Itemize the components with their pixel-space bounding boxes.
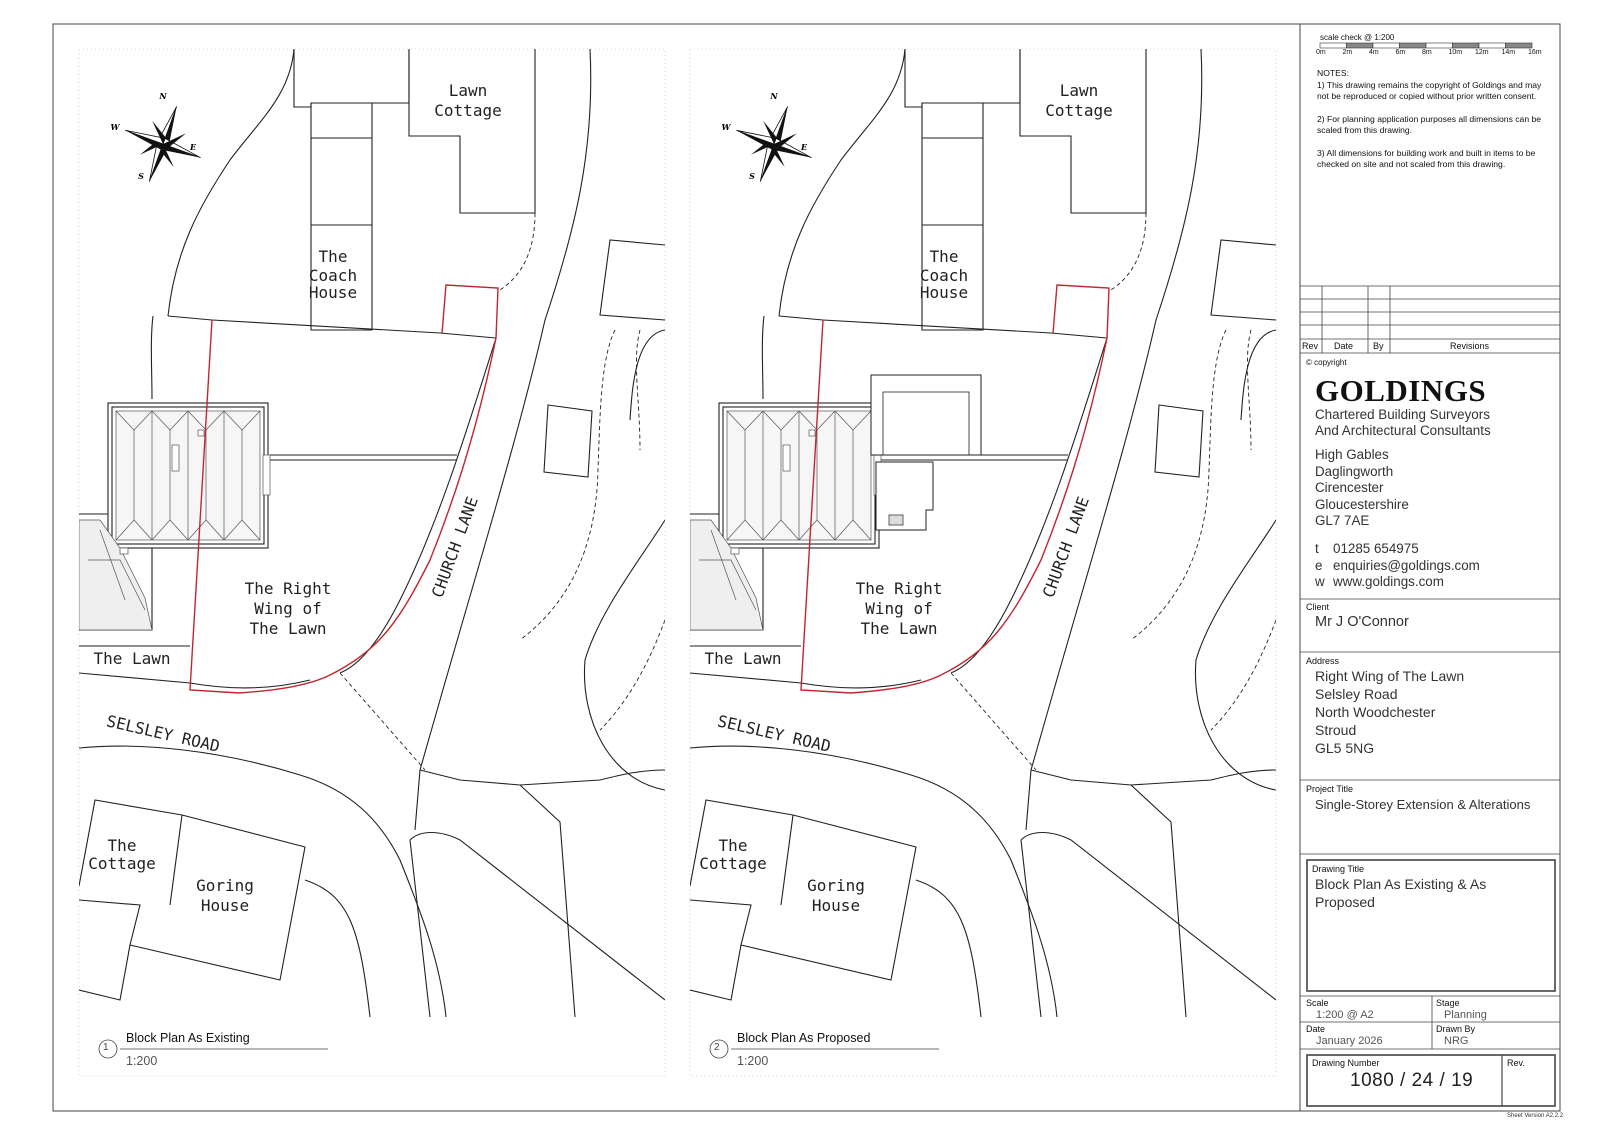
scale-bar-segment — [1453, 43, 1480, 48]
lawn-cottage-label: Cottage — [434, 101, 502, 120]
company-address-line: Daglingworth — [1315, 463, 1394, 479]
compass-east-label: E — [800, 142, 808, 152]
north-arrow-1 — [111, 91, 215, 195]
compass-east-label: E — [189, 142, 197, 152]
site-address-line: Stroud — [1315, 722, 1357, 738]
compass-north-label: N — [159, 91, 167, 101]
scale-bar-segment — [1426, 43, 1453, 48]
scale-bar-tick-label: 6m — [1395, 49, 1406, 56]
lawn-cottage-label: Lawn — [448, 81, 488, 100]
copyright: © copyright — [1306, 358, 1347, 367]
drawn-by-value: NRG — [1444, 1035, 1469, 1047]
drawing-number-value: 1080 / 24 / 19 — [1350, 1070, 1474, 1091]
project-title-value: Single-Storey Extension & Alterations — [1315, 797, 1531, 812]
the-cottage-label: The — [107, 836, 137, 855]
right-wing-label: The Right — [244, 579, 332, 598]
company-address-line: GL7 7AE — [1315, 513, 1370, 528]
church-lane-label: CHURCH LANE — [427, 494, 482, 601]
coach-house-label: House — [919, 283, 969, 302]
scale-label: Scale — [1306, 998, 1329, 1008]
scale-bar-tick-label: 12m — [1475, 49, 1489, 56]
scale-bar-tick-label: 0m — [1316, 49, 1326, 56]
the-cottage-label: Cottage — [88, 854, 156, 873]
the-lawn-label: The Lawn — [704, 649, 782, 668]
scale-bar-tick-label: 8m — [1422, 49, 1432, 56]
scale-bar-tick-label: 4m — [1369, 49, 1379, 56]
scale-bar-tick-label: 2m — [1342, 49, 1353, 56]
date-col-header: Date — [1334, 341, 1354, 351]
site-address-line: Selsley Road — [1315, 686, 1398, 702]
coach-house-label: Coach — [308, 266, 358, 285]
notes-heading: NOTES: — [1317, 68, 1349, 78]
church-lane-label: CHURCH LANE — [1038, 494, 1093, 601]
lawn-cottage-label: Lawn — [1059, 81, 1099, 100]
drawing-number-label: Drawing Number — [1312, 1058, 1380, 1068]
plan-2-title: Block Plan As Proposed — [737, 1031, 871, 1045]
coach-house-label: The — [318, 247, 348, 266]
selsley-road-label: SELSLEY ROAD — [104, 711, 222, 756]
client-value: Mr J O'Connor — [1315, 614, 1409, 630]
revisions-col-header: Revisions — [1450, 341, 1490, 351]
scale-bar-segment — [1479, 43, 1506, 48]
scale-value: 1:200 @ A2 — [1316, 1009, 1374, 1021]
north-arrow-2 — [722, 91, 826, 195]
date-value: January 2026 — [1316, 1035, 1383, 1047]
note-2: 2) For planning application purposes all dimensions can be scaled from this drawing. — [1317, 113, 1542, 135]
stage-label: Stage — [1436, 998, 1460, 1008]
scale-bar-segment — [1506, 43, 1533, 48]
site-address-line: GL5 5NG — [1315, 740, 1375, 756]
goring-house-label: House — [811, 896, 861, 915]
notes — [1317, 68, 1549, 182]
compass-rose-icon — [112, 93, 215, 196]
site-address-line: North Woodchester — [1315, 704, 1436, 720]
right-wing-label: The Lawn — [860, 619, 938, 638]
plan-1-scale: 1:200 — [126, 1054, 158, 1068]
scale-bar-tick-label: 16m — [1528, 49, 1542, 56]
phone-key: t — [1315, 541, 1319, 556]
goring-house-label: House — [200, 896, 250, 915]
drawn-by-label: Drawn By — [1436, 1024, 1476, 1034]
client-label: Client — [1306, 602, 1330, 612]
web-key: w — [1315, 574, 1325, 589]
coach-house-label: Coach — [919, 266, 969, 285]
goring-house-label: Goring — [196, 876, 254, 895]
site-address-line: Right Wing of The Lawn — [1315, 668, 1465, 684]
coach-house-label: The — [929, 247, 959, 266]
company-address-line: Cirencester — [1315, 480, 1384, 495]
coach-house-label: House — [308, 283, 358, 302]
drawing-title-label: Drawing Title — [1312, 864, 1365, 874]
the-cottage-label: The — [718, 836, 748, 855]
revision-label: Rev. — [1507, 1058, 1525, 1068]
scale-bar-segment — [1373, 43, 1400, 48]
company-address — [1315, 447, 1409, 530]
web-value: www.goldings.com — [1333, 574, 1444, 589]
drawing-title-line-2: Proposed — [1315, 894, 1375, 910]
scale-bar-segment — [1347, 43, 1374, 48]
right-wing-label: The Lawn — [249, 619, 327, 638]
block-plan-proposed — [690, 49, 1276, 1017]
block-plan-existing — [79, 49, 665, 1017]
stage-value: Planning — [1444, 1009, 1487, 1021]
phone-value: 01285 654975 — [1333, 541, 1419, 556]
scale-bar-segment — [1400, 43, 1427, 48]
scale-bar-tick-label: 10m — [1448, 49, 1463, 56]
the-cottage-label: Cottage — [699, 854, 767, 873]
compass-south-label: S — [749, 171, 755, 181]
compass-west-label: W — [721, 122, 731, 132]
plan-1-title: Block Plan As Existing — [126, 1031, 250, 1045]
date-label: Date — [1306, 1024, 1326, 1034]
lawn-cottage-label: Cottage — [1045, 101, 1113, 120]
scale-bar-title: scale check @ 1:200 — [1320, 33, 1395, 42]
note-1: 1) This drawing remains the copyright of Goldings and may not be reproduced or copied without prior written consent. — [1317, 79, 1542, 101]
company-tagline-2: And Architectural Consultants — [1315, 423, 1491, 438]
email-value: enquiries@goldings.com — [1333, 557, 1480, 573]
compass-south-label: S — [138, 171, 144, 181]
company-contacts — [1315, 541, 1480, 591]
rev-col-header: Rev — [1302, 341, 1319, 351]
compass-north-label: N — [770, 91, 778, 101]
by-col-header: By — [1373, 341, 1384, 351]
plan-2-scale: 1:200 — [737, 1054, 769, 1068]
goring-house-label: Goring — [807, 876, 865, 895]
right-wing-label: The Right — [855, 579, 943, 598]
the-lawn-label: The Lawn — [93, 649, 171, 668]
note-3: 3) All dimensions for building work and built in items to be checked on site and not scaled from this drawing. — [1317, 147, 1536, 169]
plan-1-number: 1 — [103, 1042, 109, 1053]
right-wing-label: Wing of — [254, 599, 322, 618]
scale-bar-tick-label: 14m — [1501, 49, 1516, 56]
email-key: e — [1315, 557, 1323, 573]
right-wing-label: Wing of — [865, 599, 933, 618]
company-logo: GOLDINGS — [1315, 373, 1487, 408]
selsley-road-label: SELSLEY ROAD — [715, 711, 833, 756]
plan-2-number: 2 — [714, 1042, 720, 1053]
scale-bar-segment — [1320, 43, 1347, 48]
compass-west-label: W — [110, 122, 120, 132]
compass-rose-icon — [723, 93, 826, 196]
company-address-line: High Gables — [1315, 447, 1389, 462]
site-address — [1315, 667, 1464, 757]
drawing-title-line-1: Block Plan As Existing & As — [1315, 876, 1487, 892]
project-title-label: Project Title — [1306, 784, 1354, 794]
company-tagline-1: Chartered Building Surveyors — [1315, 407, 1490, 422]
address-label: Address — [1306, 656, 1340, 666]
company-address-line: Gloucestershire — [1315, 496, 1409, 512]
sheet-version: Sheet Version A2.2.2 — [1507, 1113, 1564, 1119]
